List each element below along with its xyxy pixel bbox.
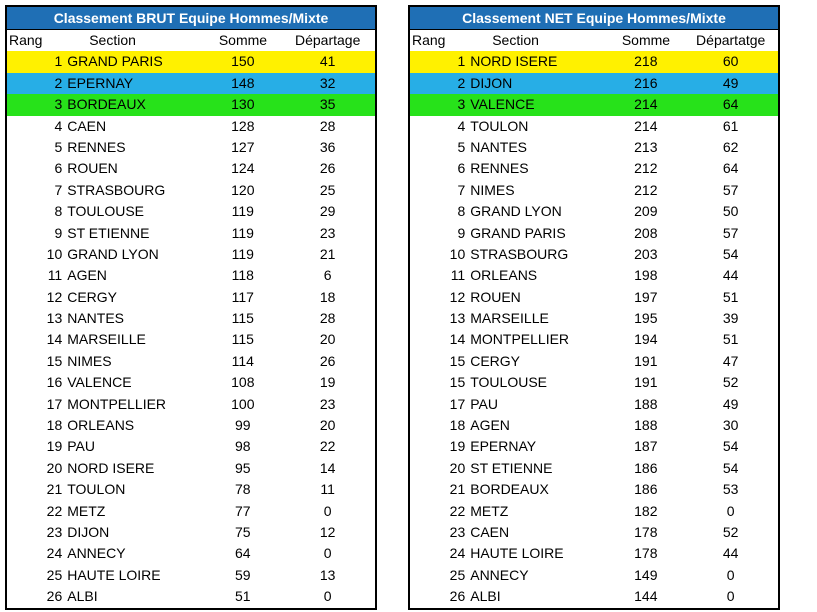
departage-cell: 51 — [722, 331, 739, 348]
rank-cell: 13 — [46, 310, 63, 327]
departage-cell: 44 — [722, 545, 739, 562]
table-row — [410, 223, 778, 244]
section-cell: METZ — [67, 502, 106, 519]
rank-cell: 3 — [457, 96, 466, 113]
section-cell: NORD ISERE — [67, 459, 155, 476]
net-table-title: Classement NET Equipe Hommes/Mixte — [410, 7, 778, 30]
table-row — [410, 287, 778, 308]
section-cell: ROUEN — [67, 160, 118, 177]
somme-cell: 78 — [235, 481, 251, 498]
table-row — [410, 180, 778, 201]
rank-cell: 26 — [46, 588, 63, 605]
departage-cell: 60 — [722, 53, 739, 70]
table-row — [7, 415, 375, 436]
rank-header: Rang — [412, 32, 446, 48]
rank-cell: 11 — [47, 267, 63, 284]
rank-cell: 10 — [46, 245, 63, 262]
somme-header: Somme — [621, 32, 671, 48]
table-row — [7, 501, 375, 522]
table-row — [410, 394, 778, 415]
table-row — [7, 73, 375, 94]
table-row — [7, 158, 375, 179]
rank-cell: 20 — [46, 459, 63, 476]
somme-cell: 186 — [634, 481, 658, 498]
rank-cell: 1 — [54, 53, 63, 70]
table-row — [410, 415, 778, 436]
departage-cell: 61 — [722, 117, 739, 134]
rank-cell: 5 — [457, 138, 466, 155]
section-cell: EPERNAY — [470, 438, 537, 455]
somme-cell: 64 — [235, 545, 251, 562]
somme-cell: 214 — [634, 96, 658, 113]
departage-cell: 14 — [319, 459, 336, 476]
somme-cell: 203 — [634, 245, 658, 262]
section-cell: VALENCE — [470, 96, 535, 113]
rank-cell: 26 — [449, 588, 466, 605]
somme-cell: 128 — [231, 117, 255, 134]
table-row — [7, 137, 375, 158]
departage-cell: 26 — [319, 352, 336, 369]
section-cell: CERGY — [67, 288, 118, 305]
section-cell: TOULOUSE — [67, 203, 144, 220]
departage-cell: 64 — [722, 160, 739, 177]
somme-cell: 124 — [231, 160, 255, 177]
departage-cell: 50 — [722, 203, 739, 220]
somme-cell: 208 — [634, 224, 658, 241]
departage-cell: 0 — [323, 545, 332, 562]
somme-cell: 99 — [235, 417, 251, 434]
departage-cell: 19 — [319, 374, 336, 391]
rank-cell: 22 — [449, 502, 466, 519]
departage-cell: 53 — [722, 481, 739, 498]
departage-cell: 52 — [722, 374, 739, 391]
somme-cell: 149 — [634, 566, 658, 583]
table-row — [410, 308, 778, 329]
section-cell: CERGY — [470, 352, 521, 369]
somme-cell: 120 — [231, 181, 255, 198]
departage-cell: 54 — [722, 245, 739, 262]
somme-cell: 188 — [634, 417, 658, 434]
table-row — [7, 458, 375, 479]
somme-cell: 51 — [235, 588, 251, 605]
section-cell: CAEN — [470, 523, 510, 540]
departage-cell: 64 — [722, 96, 739, 113]
section-cell: CAEN — [67, 117, 107, 134]
departage-cell: 54 — [722, 459, 739, 476]
section-cell: ORLEANS — [470, 267, 538, 284]
somme-cell: 118 — [231, 267, 254, 284]
rank-cell: 25 — [46, 566, 63, 583]
rank-cell: 24 — [46, 545, 63, 562]
table-row — [7, 436, 375, 457]
rank-cell: 20 — [449, 459, 466, 476]
somme-cell: 144 — [634, 588, 658, 605]
brut-header-row — [7, 30, 375, 51]
section-cell: ALBI — [470, 588, 501, 605]
section-cell: ALBI — [67, 588, 98, 605]
section-cell: NORD ISERE — [470, 53, 558, 70]
section-cell: TOULON — [470, 117, 529, 134]
section-cell: METZ — [470, 502, 509, 519]
rank-cell: 18 — [46, 417, 63, 434]
section-cell: NANTES — [470, 138, 528, 155]
somme-cell: 198 — [634, 267, 658, 284]
departage-cell: 23 — [319, 224, 336, 241]
departage-header: Départatge — [696, 32, 766, 48]
somme-cell: 194 — [634, 331, 658, 348]
rank-cell: 24 — [449, 545, 466, 562]
rank-cell: 6 — [457, 160, 466, 177]
table-row — [7, 94, 375, 115]
rank-cell: 15 — [46, 352, 63, 369]
section-cell: MONTPELLIER — [67, 395, 167, 412]
departage-cell: 32 — [319, 74, 336, 91]
departage-cell: 28 — [319, 310, 336, 327]
departage-cell: 57 — [722, 181, 739, 198]
somme-cell: 119 — [231, 203, 254, 220]
section-cell: RENNES — [67, 138, 126, 155]
section-cell: GRAND PARIS — [470, 224, 566, 241]
somme-cell: 59 — [235, 566, 251, 583]
table-row — [7, 116, 375, 137]
somme-cell: 186 — [634, 459, 658, 476]
departage-cell: 39 — [722, 310, 739, 327]
somme-cell: 95 — [235, 459, 251, 476]
table-row — [7, 308, 375, 329]
table-row — [7, 244, 375, 265]
table-row — [7, 265, 375, 286]
net-header-row — [410, 30, 778, 51]
net-ranking-table — [408, 5, 780, 610]
rank-cell: 2 — [54, 74, 63, 91]
rank-cell: 5 — [54, 138, 63, 155]
section-cell: DIJON — [470, 74, 513, 91]
section-cell: GRAND PARIS — [67, 53, 163, 70]
rank-cell: 15 — [449, 352, 466, 369]
table-row — [410, 522, 778, 543]
departage-cell: 11 — [320, 481, 335, 498]
section-cell: BORDEAUX — [470, 481, 549, 498]
somme-cell: 214 — [634, 117, 658, 134]
somme-cell: 127 — [231, 138, 255, 155]
departage-cell: 0 — [726, 588, 735, 605]
section-cell: NANTES — [67, 310, 125, 327]
somme-cell: 75 — [235, 523, 251, 540]
departage-cell: 44 — [722, 267, 739, 284]
departage-header: Départage — [295, 32, 361, 48]
departage-cell: 18 — [319, 288, 336, 305]
table-row — [410, 436, 778, 457]
somme-cell: 119 — [231, 224, 254, 241]
rank-cell: 1 — [457, 53, 466, 70]
departage-cell: 28 — [319, 117, 336, 134]
rank-cell: 4 — [457, 117, 466, 134]
table-row — [7, 287, 375, 308]
departage-cell: 54 — [722, 438, 739, 455]
table-row — [410, 565, 778, 586]
table-row — [410, 351, 778, 372]
somme-cell: 212 — [634, 181, 658, 198]
section-header: Section — [89, 32, 136, 48]
somme-cell: 188 — [634, 395, 658, 412]
departage-cell: 20 — [319, 331, 336, 348]
departage-cell: 12 — [319, 523, 336, 540]
rank-cell: 14 — [449, 331, 466, 348]
rank-cell: 22 — [46, 502, 63, 519]
section-cell: ANNECY — [470, 566, 529, 583]
table-row — [7, 543, 375, 564]
departage-cell: 41 — [319, 53, 336, 70]
departage-cell: 62 — [722, 138, 739, 155]
departage-cell: 51 — [722, 288, 739, 305]
table-row — [410, 458, 778, 479]
section-cell: MARSEILLE — [470, 310, 549, 327]
rank-cell: 7 — [457, 181, 466, 198]
somme-cell: 195 — [634, 310, 658, 327]
section-cell: NIMES — [470, 181, 515, 198]
departage-cell: 0 — [726, 502, 735, 519]
table-row — [410, 116, 778, 137]
section-cell: NIMES — [67, 352, 112, 369]
brut-rows — [7, 51, 375, 607]
somme-cell: 150 — [231, 53, 255, 70]
section-cell: DIJON — [67, 523, 110, 540]
table-row — [410, 329, 778, 350]
rank-cell: 11 — [450, 267, 466, 284]
departage-cell: 22 — [319, 438, 336, 455]
somme-cell: 98 — [235, 438, 251, 455]
departage-cell: 47 — [722, 352, 739, 369]
departage-cell: 0 — [726, 566, 735, 583]
table-row — [7, 180, 375, 201]
departage-cell: 0 — [323, 502, 332, 519]
table-row — [7, 351, 375, 372]
section-cell: GRAND LYON — [470, 203, 562, 220]
rank-cell: 6 — [54, 160, 63, 177]
table-row — [410, 372, 778, 393]
departage-cell: 26 — [319, 160, 336, 177]
departage-cell: 6 — [323, 267, 332, 284]
rank-cell: 8 — [54, 203, 63, 220]
section-cell: STRASBOURG — [67, 181, 166, 198]
rank-cell: 4 — [54, 117, 63, 134]
rank-cell: 17 — [449, 395, 466, 412]
rank-cell: 23 — [46, 523, 63, 540]
somme-cell: 100 — [231, 395, 255, 412]
somme-cell: 115 — [231, 310, 254, 327]
somme-cell: 115 — [231, 331, 254, 348]
somme-cell: 114 — [231, 352, 254, 369]
section-cell: GRAND LYON — [67, 245, 159, 262]
table-row — [410, 501, 778, 522]
somme-cell: 117 — [231, 288, 254, 305]
departage-cell: 30 — [722, 417, 739, 434]
somme-cell: 191 — [634, 374, 658, 391]
somme-cell: 197 — [634, 288, 658, 305]
section-cell: RENNES — [470, 160, 529, 177]
rank-cell: 17 — [46, 395, 63, 412]
rank-cell: 16 — [46, 374, 63, 391]
section-cell: TOULON — [67, 481, 126, 498]
section-cell: ORLEANS — [67, 417, 135, 434]
section-cell: VALENCE — [67, 374, 132, 391]
rank-header: Rang — [9, 32, 43, 48]
section-cell: STRASBOURG — [470, 245, 569, 262]
somme-cell: 178 — [634, 523, 658, 540]
somme-cell: 191 — [634, 352, 658, 369]
table-row — [410, 543, 778, 564]
rank-cell: 12 — [449, 288, 466, 305]
rank-cell: 12 — [46, 288, 63, 305]
table-row — [7, 372, 375, 393]
departage-cell: 49 — [722, 395, 739, 412]
rank-cell: 21 — [46, 481, 63, 498]
rank-cell: 3 — [54, 96, 63, 113]
table-row — [410, 137, 778, 158]
table-row — [7, 479, 375, 500]
table-row — [7, 51, 375, 72]
departage-cell: 29 — [319, 203, 336, 220]
rank-cell: 7 — [54, 181, 63, 198]
somme-cell: 77 — [235, 502, 251, 519]
rank-cell: 21 — [449, 481, 466, 498]
somme-cell: 130 — [231, 96, 255, 113]
table-row — [7, 522, 375, 543]
section-cell: AGEN — [67, 267, 107, 284]
rank-cell: 9 — [54, 224, 63, 241]
somme-cell: 182 — [634, 502, 658, 519]
table-row — [7, 329, 375, 350]
rank-cell: 8 — [457, 203, 466, 220]
table-row — [410, 586, 778, 607]
table-row — [410, 479, 778, 500]
rank-cell: 15 — [449, 374, 466, 391]
somme-cell: 148 — [231, 74, 255, 91]
table-row — [7, 201, 375, 222]
somme-cell: 209 — [634, 203, 658, 220]
table-row — [7, 223, 375, 244]
departage-cell: 13 — [319, 566, 336, 583]
rank-cell: 18 — [449, 417, 466, 434]
rank-cell: 10 — [449, 245, 466, 262]
somme-cell: 108 — [231, 374, 255, 391]
table-row — [410, 94, 778, 115]
rank-cell: 25 — [449, 566, 466, 583]
section-header: Section — [492, 32, 539, 48]
section-cell: MARSEILLE — [67, 331, 146, 348]
section-cell: HAUTE LOIRE — [67, 566, 161, 583]
somme-cell: 187 — [634, 438, 658, 455]
rank-cell: 19 — [46, 438, 63, 455]
section-cell: ST ETIENNE — [470, 459, 553, 476]
rank-cell: 14 — [46, 331, 63, 348]
brut-table-title: Classement BRUT Equipe Hommes/Mixte — [7, 7, 375, 30]
net-rows — [410, 51, 778, 607]
section-cell: ST ETIENNE — [67, 224, 150, 241]
somme-cell: 218 — [634, 53, 658, 70]
somme-cell: 216 — [634, 74, 658, 91]
table-row — [410, 201, 778, 222]
table-row — [410, 265, 778, 286]
departage-cell: 49 — [722, 74, 739, 91]
section-cell: ROUEN — [470, 288, 521, 305]
departage-cell: 25 — [319, 181, 336, 198]
rank-cell: 19 — [449, 438, 466, 455]
somme-header: Somme — [218, 32, 268, 48]
section-cell: ANNECY — [67, 545, 126, 562]
table-row — [410, 51, 778, 72]
section-cell: EPERNAY — [67, 74, 134, 91]
section-cell: AGEN — [470, 417, 510, 434]
rank-cell: 23 — [449, 523, 466, 540]
somme-cell: 178 — [634, 545, 658, 562]
somme-cell: 213 — [634, 138, 658, 155]
section-cell: HAUTE LOIRE — [470, 545, 564, 562]
somme-cell: 212 — [634, 160, 658, 177]
departage-cell: 57 — [722, 224, 739, 241]
section-cell: TOULOUSE — [470, 374, 547, 391]
section-cell: PAU — [470, 395, 498, 412]
section-cell: PAU — [67, 438, 95, 455]
somme-cell: 119 — [231, 245, 254, 262]
departage-cell: 20 — [319, 417, 336, 434]
departage-cell: 21 — [319, 245, 336, 262]
rank-cell: 2 — [457, 74, 466, 91]
section-cell: MONTPELLIER — [470, 331, 570, 348]
brut-ranking-table — [5, 5, 377, 610]
table-row — [410, 73, 778, 94]
table-row — [7, 565, 375, 586]
departage-cell: 35 — [319, 96, 336, 113]
table-row — [7, 394, 375, 415]
table-row — [410, 158, 778, 179]
departage-cell: 0 — [323, 588, 332, 605]
departage-cell: 23 — [319, 395, 336, 412]
departage-cell: 52 — [722, 523, 739, 540]
section-cell: BORDEAUX — [67, 96, 146, 113]
rank-cell: 9 — [457, 224, 466, 241]
table-row — [7, 586, 375, 607]
departage-cell: 36 — [319, 138, 336, 155]
table-row — [410, 244, 778, 265]
rank-cell: 13 — [449, 310, 466, 327]
